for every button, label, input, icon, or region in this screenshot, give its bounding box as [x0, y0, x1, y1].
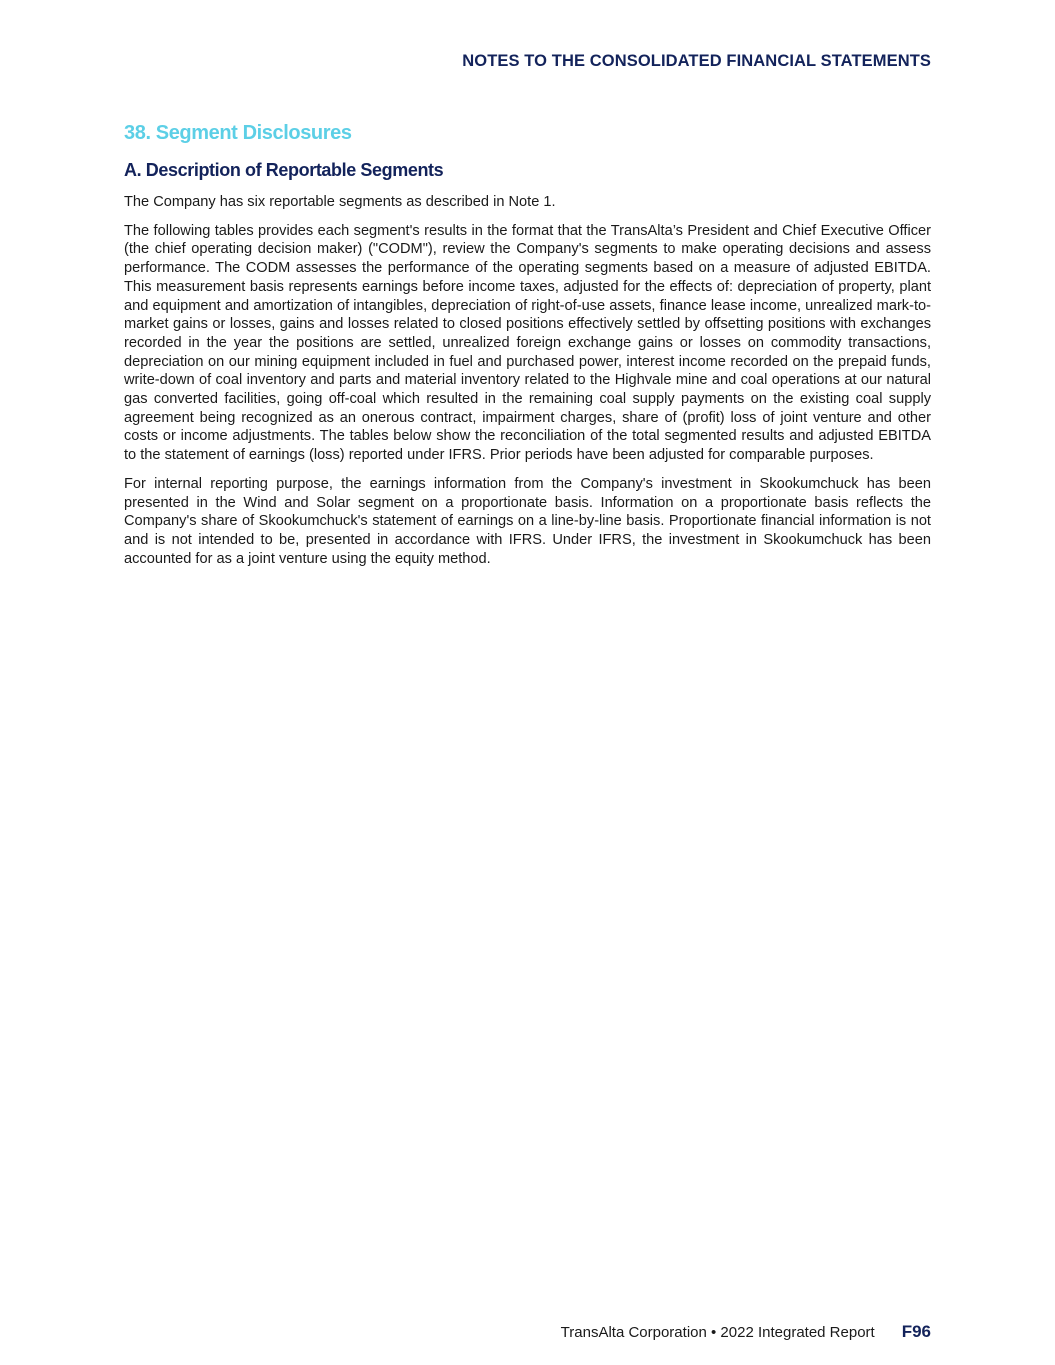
page-footer — [561, 1322, 931, 1342]
page-content — [124, 120, 931, 568]
section-title: 38. Segment Disclosures — [124, 122, 352, 144]
subsection-title: A. Description of Reportable Segments — [124, 160, 444, 180]
body-paragraph: For internal reporting purpose, the earnings information from the Company's investment in Skookumchuck has been presented in the Wind and Solar segment on a proportionate basis. Information on a proportionate basis reflects the Company's share of Skookumchuck's statement of earnings on a line-by-line basis. Proportionate financial information is not and is not intended to be, presented in accordance with IFRS. Under IFRS, the investment in Skookumchuck has been accounted for as a joint venture using the equity method. — [124, 475, 931, 567]
footer-report-name: TransAlta Corporation • 2022 Integrated Report — [560, 1324, 875, 1341]
page-number: F96 — [901, 1322, 931, 1341]
body-paragraph: The following tables provides each segment's results in the format that the TransAlta’s President and Chief Executive Officer (the chief operating decision maker) ("CODM"), review the Company's segments to make operating decisions and assess performance. The CODM assesses the performance of the operating segments based on a measure of adjusted EBITDA. This measurement basis represents earnings before income taxes, adjusted for the effects of: depreciation of property, plant and equipment and amortization of intangibles, depreciation of right-of-use assets, finance lease income, unrealized mark-to-market gains or losses, gains and losses related to closed positions effectively settled by offsetting positions with exchanges recorded in the year the positions are settled, unrealized foreign exchange gains or losses on commodity transactions, depreciation on our mining equipment included in fuel and purchased power, interest income recorded on the prepaid funds, write-down of coal inventory and parts and material inventory related to the Highvale mine and coal operations at our natural gas converted facilities, going off-coal which resulted in the remaining coal supply payments on the existing coal supply agreement being recognized as an onerous contract, impairment charges, share of (profit) loss of joint venture and other costs or income adjustments. The tables below show the reconciliation of the total segmented results and adjusted EBITDA to the statement of earnings (loss) reported under IFRS. Prior periods have been adjusted for comparable purposes. — [124, 222, 931, 464]
body-paragraph: The Company has six reportable segments as described in Note 1. — [124, 194, 556, 210]
running-header: NOTES TO THE CONSOLIDATED FINANCIAL STATEMENTS — [462, 52, 931, 70]
